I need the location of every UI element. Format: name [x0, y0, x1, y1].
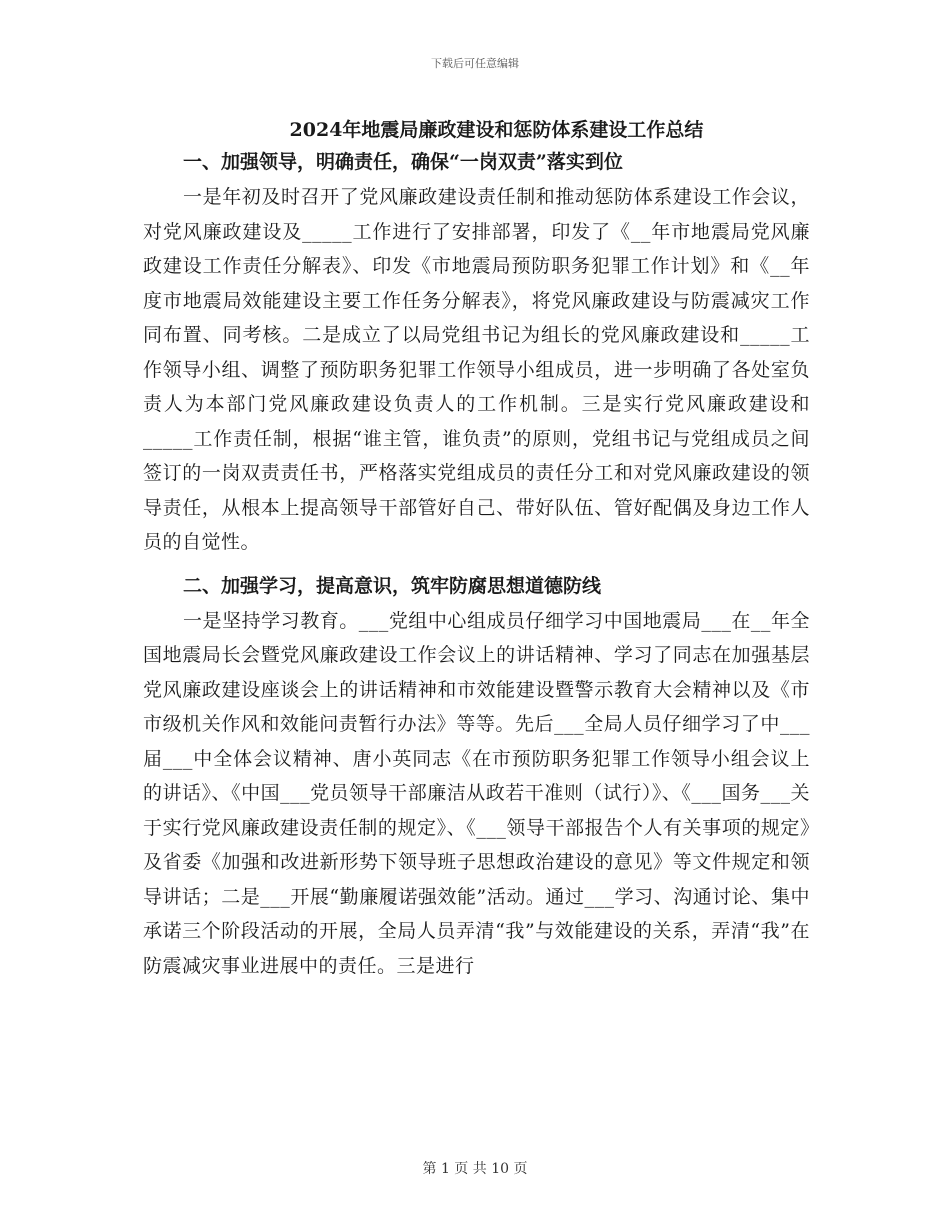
document-body	[143, 114, 810, 983]
section-heading-2: 二、加强学习，提高意识，筑牢防腐思想道德防线	[183, 574, 602, 597]
page-header-note: 下载后可任意编辑	[431, 57, 519, 70]
section-paragraph-1: 一是年初及时召开了党风廉政建设责任制和推动惩防体系建设工作会议，对党风廉政建设及_____工作进行了安排部署，印发了《__年市地震局党风廉政建设工作责任分解表》、印发《市地震局预防职务犯罪工作计划》和《__年度市地震局效能建设主要工作任务分解表》，将党风廉政建设与防震减灾工作同布置、同考核。二是成立了以局党组书记为组长的党风廉政建设和_____工作领导小组、调整了预防职务犯罪工作领导小组成员，进一步明确了各处室负责人为本部门党风廉政建设负责人的工作机制。三是实行党风廉政建设和_____工作责任制，根据“谁主管，谁负责”的原则，党组书记与党组成员之间签订的一岗双责责任书，严格落实党组成员的责任分工和对党风廉政建设的领导责任，从根本上提高领导干部管好自己、带好队伍、管好配偶及身边工作人员的自觉性。	[143, 186, 810, 553]
page-number-footer: 第 1 页 共 10 页	[422, 1161, 528, 1177]
section-heading-1: 一、加强领导，明确责任，确保“一岗双责”落实到位	[183, 151, 623, 173]
document-title: 2024年地震局廉政建设和惩防体系建设工作总结	[289, 119, 704, 141]
section-paragraph-2: 一是坚持学习教育。___党组中心组成员仔细学习中国地震局___在__年全国地震局长会暨党风廉政建设工作会议上的讲话精神、学习了同志在加强基层党风廉政建设座谈会上的讲话精神和市效能建设暨警示教育大会精神以及《市市级机关作风和效能问责暂行办法》等等。先后___全局人员仔细学习了中___届___中全体会议精神、唐小英同志《在市预防职务犯罪工作领导小组会议上的讲话》、《中国___党员领导干部廉洁从政若干准则（试行）》、《___国务___关于实行党风廉政建设责任制的规定》、《___领导干部报告个人有关事项的规定》及省委《加强和改进新形势下领导班子思想政治建设的意见》等文件规定和领导讲话；二是___开展“勤廉履诺强效能”活动。通过___学习、沟通讨论、集中承诺三个阶段活动的开展，全局人员弄清“我”与效能建设的关系，弄清“我”在防震减灾事业进展中的责任。三是进行	[143, 609, 810, 977]
